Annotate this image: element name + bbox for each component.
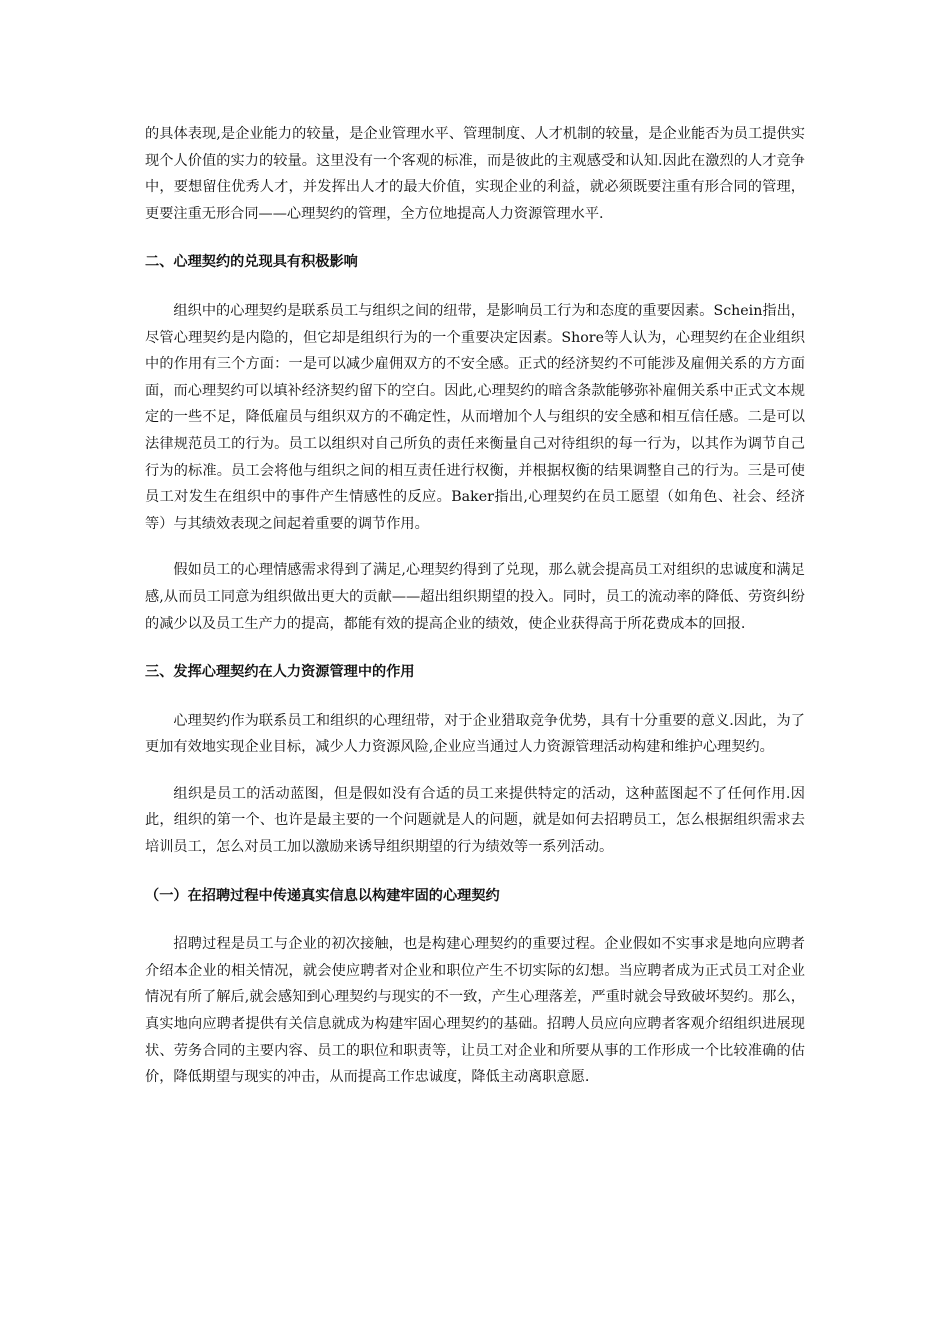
document-page [145,121,805,1091]
section-3-paragraph-2: 组织是员工的活动蓝图，但是假如没有合适的员工来提供特定的活动，这种蓝图起不了任何作用.因此，组织的第一个、也许是最主要的一个问题就是人的问题，就是如何去招聘员工，怎么根据组织需求去培训员工，怎么对员工加以激励来诱导组织期望的行为绩效等一系列活动。 [145,785,805,856]
intro-paragraph: 的具体表现,是企业能力的较量，是企业管理水平、管理制度、人才机制的较量，是企业能否为员工提供实现个人价值的实力的较量。这里没有一个客观的标准，而是彼此的主观感受和认知.因此在激烈的人才竞争中，要想留住优秀人才，并发挥出人才的最大价值，实现企业的利益，就必须既要注重有形合同的管理，更要注重无形合同——心理契约的管理，全方位地提高人力资源管理水平. [145,126,805,222]
subsection-1-paragraph: 招聘过程是员工与企业的初次接触，也是构建心理契约的重要过程。企业假如不实事求是地向应聘者介绍本企业的相关情况，就会使应聘者对企业和职位产生不切实际的幻想。当应聘者成为正式员工对企业情况有所了解后,就会感知到心理契约与现实的不一致，产生心理落差，严重时就会导致破坏契约。那么，真实地向应聘者提供有关信息就成为构建牢固心理契约的基础。招聘人员应向应聘者客观介绍组织进展现状、劳务合同的主要内容、员工的职位和职责等，让员工对企业和所要从事的工作形成一个比较准确的估价，降低期望与现实的冲击，从而提高工作忠诚度，降低主动离职意愿. [145,936,805,1086]
subsection-1-heading: （一）在招聘过程中传递真实信息以构建牢固的心理契约 [145,887,500,904]
section-2-paragraph-2: 假如员工的心理情感需求得到了满足,心理契约得到了兑现，那么就会提高员工对组织的忠诚度和满足感,从而员工同意为组织做出更大的贡献——超出组织期望的投入。同时，员工的流动率的降低、劳资纠纷的减少以及员工生产力的提高，都能有效的提高企业的绩效，使企业获得高于所花费成本的回报. [145,562,805,632]
section-2-paragraph-1: 组织中的心理契约是联系员工与组织之间的纽带，是影响员工行为和态度的重要因素。Schein指出，尽管心理契约是内隐的，但它却是组织行为的一个重要决定因素。Shore等人认为，心理契约在企业组织中的作用有三个方面：一是可以减少雇佣双方的不安全感。正式的经济契约不可能涉及雇佣关系的方方面面，而心理契约可以填补经济契约留下的空白。因此,心理契约的暗含条款能够弥补雇佣关系中正式文本规定的一些不足，降低雇员与组织双方的不确定性，从而增加个人与组织的安全感和相互信任感。二是可以法律规范员工的行为。员工以组织对自己所负的责任来衡量自己对待组织的每一行为，以其作为调节自己行为的标准。员工会将他与组织之间的相互责任进行权衡，并根据权衡的结果调整自己的行为。三是可使员工对发生在组织中的事件产生情感性的反应。Baker指出,心理契约在员工愿望（如角色、社会、经济等）与其绩效表现之间起着重要的调节作用。 [145,302,805,532]
section-2-heading: 二、心理契约的兑现具有积极影响 [145,254,358,271]
section-3-heading: 三、发挥心理契约在人力资源管理中的作用 [145,664,415,681]
section-3-paragraph-1: 心理契约作为联系员工和组织的心理纽带，对于企业猎取竞争优势，具有十分重要的意义.因此，为了更加有效地实现企业目标，减少人力资源风险,企业应当通过人力资源管理活动构建和维护心理契约。 [145,712,805,756]
